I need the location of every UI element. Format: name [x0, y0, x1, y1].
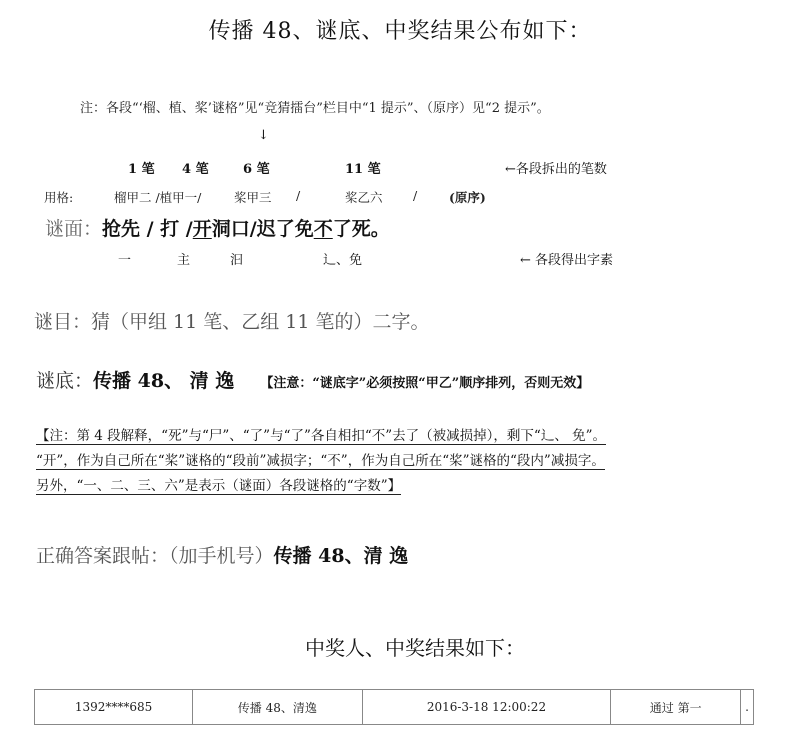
answer-text: 传播 48、 清 逸	[93, 370, 235, 392]
explanation-line: 【注：第 4 段解释，“死”与“尸”、“了”与“了”各自相扣“不”去了（被减损掉），剩下“辶、 免”。	[36, 428, 607, 444]
reply-label: 正确答案跟帖：（加手机号）	[36, 545, 274, 567]
format-part: /	[413, 188, 418, 203]
winner-phone: 1392****685	[35, 690, 193, 725]
stroke-count-note: ←各段拆出的笔数	[505, 162, 607, 177]
element-2: 主	[177, 253, 191, 268]
stroke-count-1: 1 笔	[128, 162, 155, 177]
element-4: 辶、免	[323, 253, 363, 268]
format-part: /	[296, 188, 301, 203]
winner-answer: 传播 48、清逸	[193, 690, 362, 725]
riddle-face-text	[102, 218, 390, 240]
element-1: 一	[118, 253, 132, 268]
answer-label: 谜底：	[36, 370, 94, 392]
reply-answer: 传播 48、清 逸	[273, 545, 409, 567]
winner-mark: .	[741, 690, 754, 725]
stroke-count-4: 11 笔	[345, 162, 381, 177]
element-3: 汩	[230, 253, 244, 268]
riddle-seg: 抢先 / 打 /	[102, 218, 193, 240]
riddle-seg-underlined: 开	[192, 218, 212, 240]
format-part: (原序)	[449, 190, 486, 205]
riddle-seg: 了死。	[332, 218, 390, 240]
stroke-count-2: 4 笔	[182, 162, 209, 177]
riddle-seg-underlined: 不	[313, 218, 333, 240]
winners-table	[34, 689, 754, 725]
format-label: 用格:	[44, 190, 74, 205]
answer-warning: 【注意：“谜底字”必须按照“甲乙”顺序排列，否则无效】	[260, 376, 590, 391]
riddle-target: 谜目：猜（甲组 11 笔、乙组 11 笔的）二字。	[34, 311, 430, 333]
correct-answer-reply	[36, 541, 408, 568]
winner-result: 通过 第一	[611, 690, 741, 725]
format-part: 桨甲三	[234, 190, 272, 205]
winners-title: 中奖人、中奖结果如下：	[305, 636, 525, 660]
format-part: 桨乙六	[345, 190, 383, 205]
stroke-count-3: 6 笔	[243, 162, 270, 177]
riddle-face-label: 谜面：	[45, 218, 103, 240]
riddle-seg: 洞口/迟了免	[211, 218, 314, 240]
note-line: 注：各段“‘榴、植、桨’谜格”见“竞猜擂台”栏目中“1 提示”、（原序）见“2 提示”。	[80, 101, 550, 116]
riddle-face	[45, 214, 390, 241]
format-part: 榴甲二 /植甲一/	[114, 190, 202, 205]
riddle-answer	[36, 366, 589, 393]
explanation-line: “开”，作为自己所在“桨”谜格的“段前”减损字；“不”，作为自己所在“桨”谜格的“段内”减损字。	[36, 453, 605, 469]
table-row	[35, 690, 754, 725]
explanation-line: 另外，“一、二、三、六”是表示（谜面）各段谜格的“字数”】	[36, 478, 402, 494]
explanation-block	[36, 424, 771, 499]
page-title: 传播 48、谜底、中奖结果公布如下：	[208, 19, 592, 44]
arrow-down-icon: ↓	[258, 128, 269, 143]
element-note: ← 各段得出字素	[520, 253, 614, 268]
winner-time: 2016-3-18 12:00:22	[362, 690, 611, 725]
